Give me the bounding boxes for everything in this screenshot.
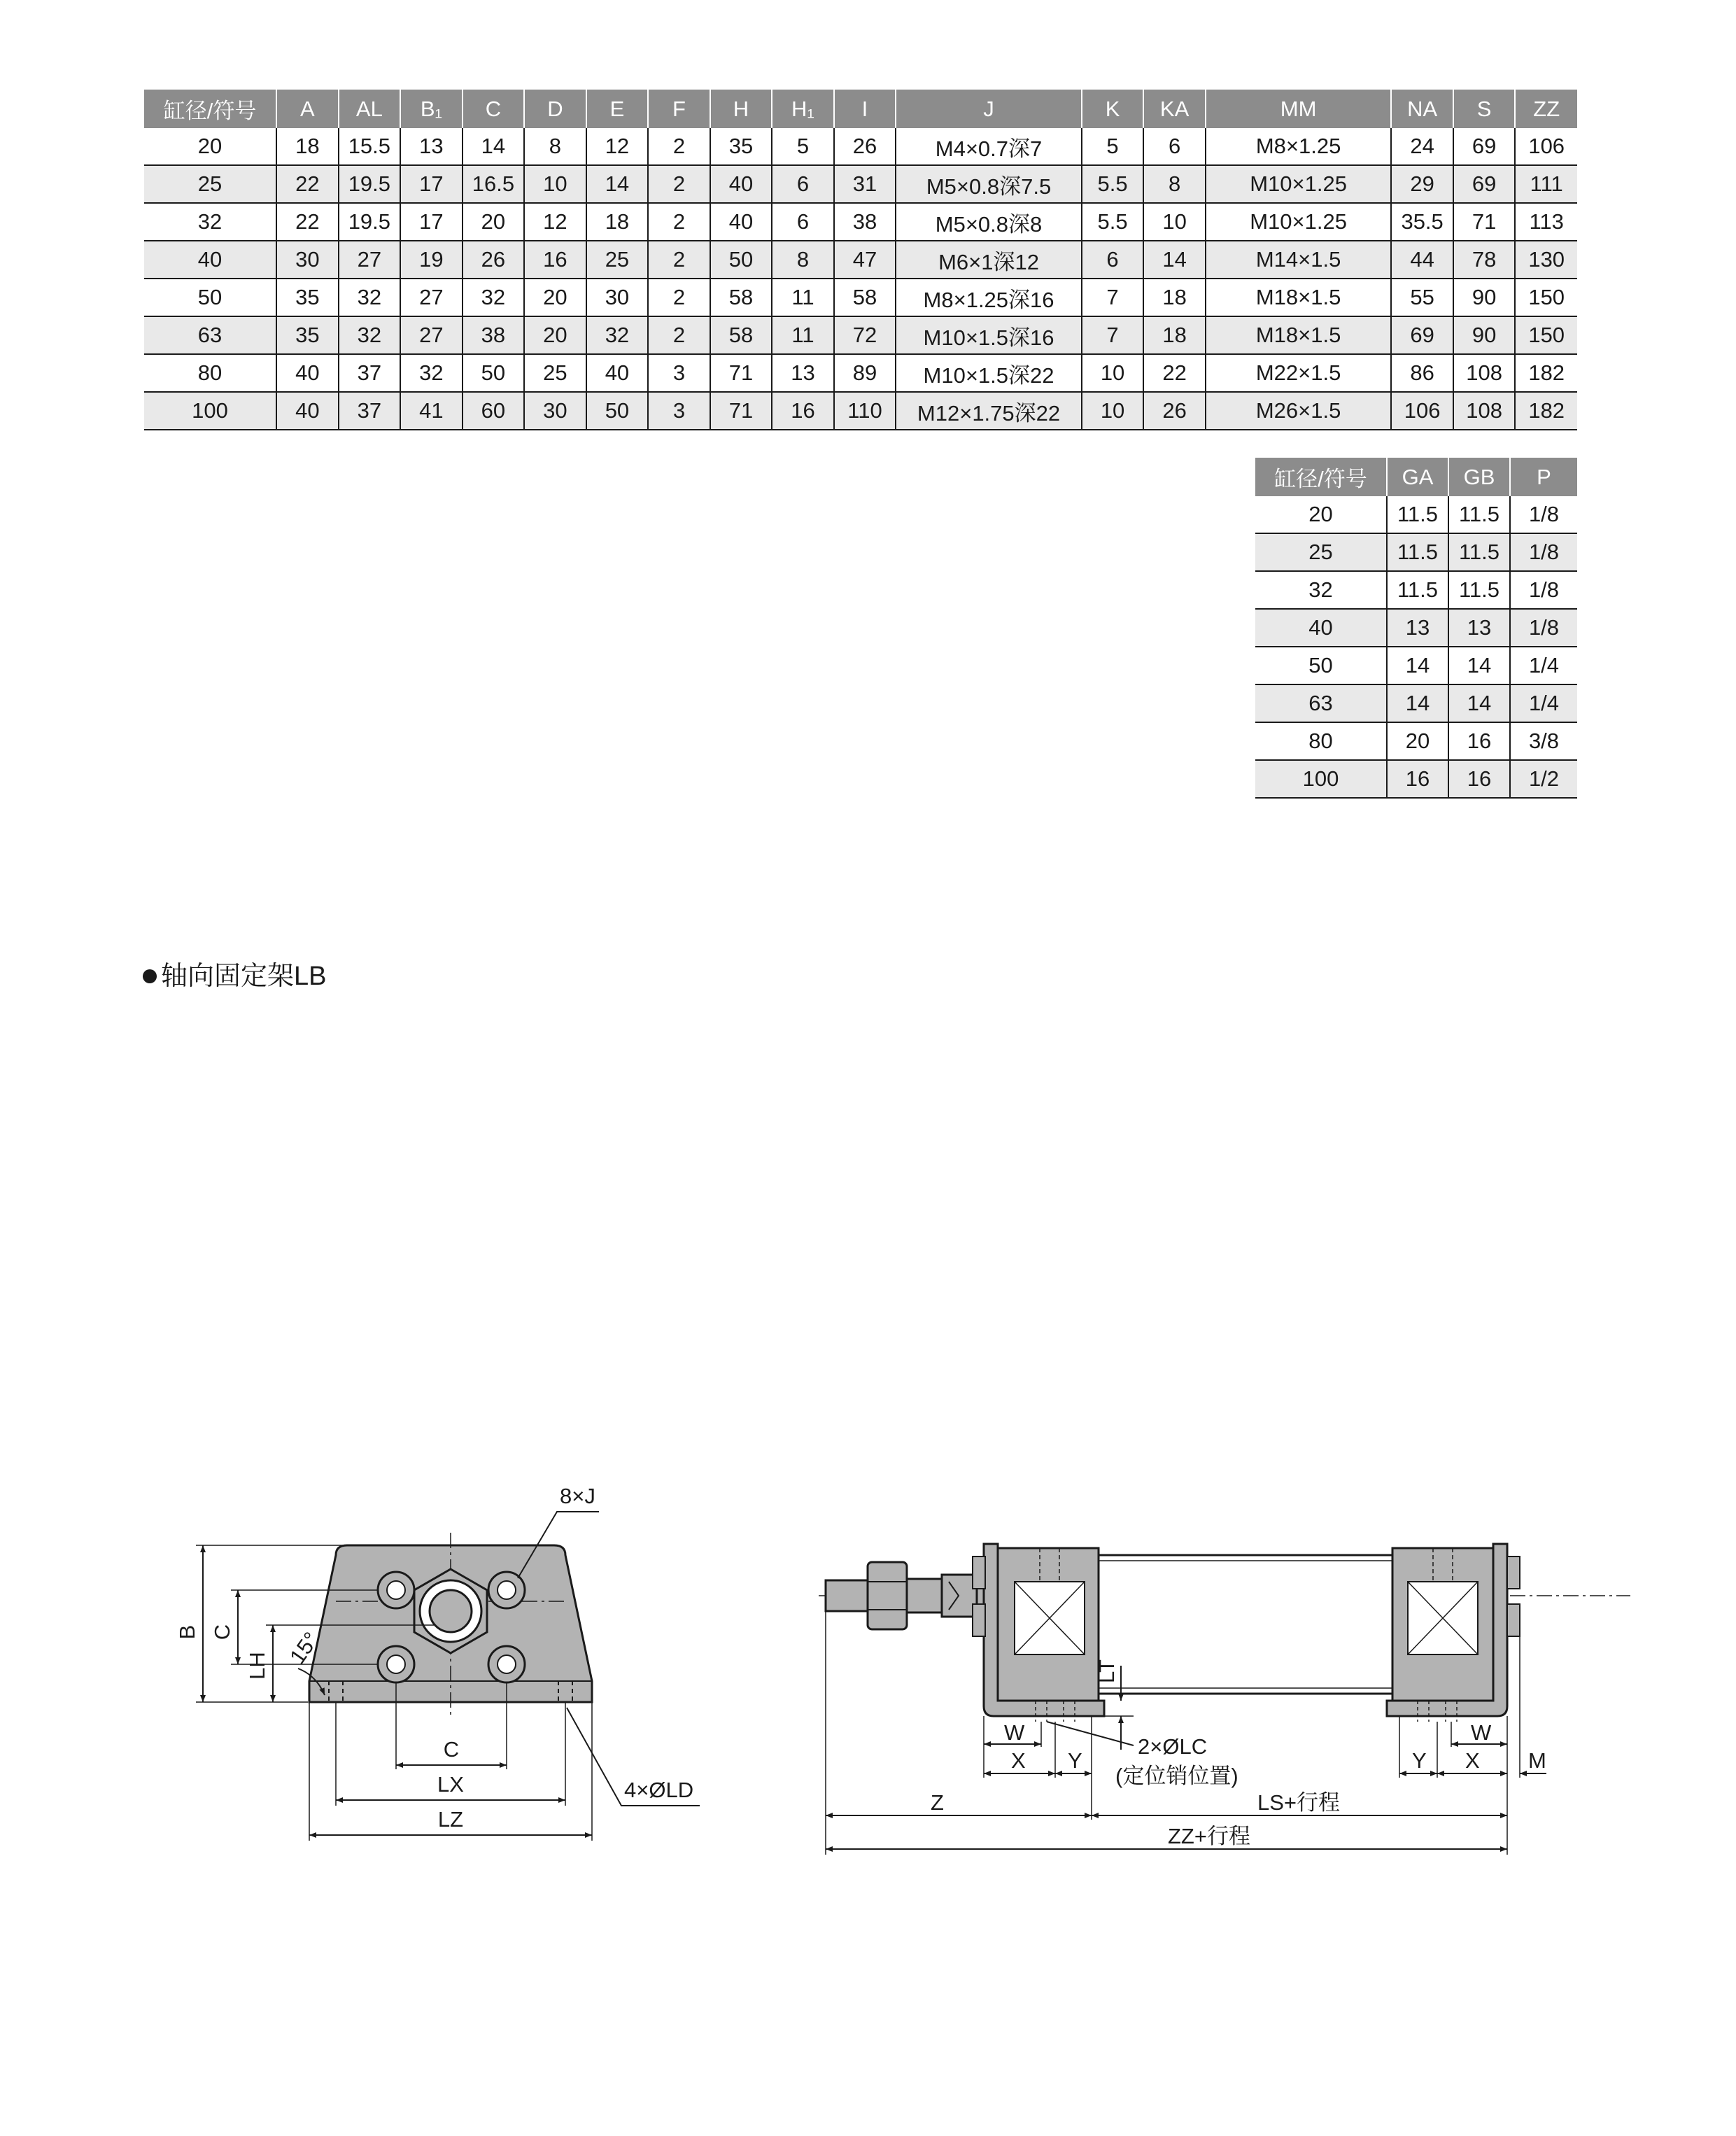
column-header: NA	[1391, 90, 1453, 128]
label-Y-right: Y	[1412, 1748, 1427, 1773]
table-cell: 108	[1453, 354, 1516, 392]
port-thread-table-body	[1255, 496, 1577, 798]
table-cell: 16.5	[463, 165, 525, 203]
table-cell: M6×1深12	[896, 241, 1082, 279]
table-cell: 6	[1082, 241, 1144, 279]
column-header: GB	[1448, 458, 1510, 496]
table-cell: M14×1.5	[1206, 241, 1392, 279]
dimension-table-body	[144, 128, 1577, 430]
table-cell: 58	[834, 279, 896, 316]
column-header: F	[648, 90, 710, 128]
table-cell: 71	[710, 354, 772, 392]
table-cell: 25	[144, 165, 276, 203]
column-header: KA	[1143, 90, 1206, 128]
label-angle: 15°	[285, 1627, 324, 1669]
table-cell: 6	[772, 203, 834, 241]
table-cell: 100	[144, 392, 276, 430]
table-cell: 182	[1515, 392, 1577, 430]
table-cell: 113	[1515, 203, 1577, 241]
label-pin-note: (定位销位置)	[1115, 1764, 1239, 1788]
table-cell: 12	[524, 203, 586, 241]
table-cell: M5×0.8深8	[896, 203, 1082, 241]
label-X-left: X	[1011, 1748, 1026, 1773]
label-Z: Z	[931, 1790, 944, 1815]
column-header: A	[276, 90, 339, 128]
table-cell: 10	[1143, 203, 1206, 241]
table-cell: 15.5	[339, 128, 401, 165]
table-cell: 11	[772, 279, 834, 316]
bullet-icon	[143, 969, 157, 983]
table-cell: M18×1.5	[1206, 279, 1392, 316]
table-cell: 18	[586, 203, 649, 241]
table-cell: 37	[339, 354, 401, 392]
table-cell: 18	[1143, 316, 1206, 354]
table-cell: 20	[524, 279, 586, 316]
table-cell: M8×1.25	[1206, 128, 1392, 165]
table-cell: 16	[1448, 722, 1510, 760]
table-cell: 3	[648, 392, 710, 430]
table-cell: 20	[1255, 496, 1387, 533]
table-cell: 32	[586, 316, 649, 354]
table-cell: 2	[648, 165, 710, 203]
table-row	[1255, 684, 1577, 722]
table-cell: 130	[1515, 241, 1577, 279]
table-cell: 13	[1448, 609, 1510, 647]
table-cell: 2	[648, 279, 710, 316]
table-cell: 18	[276, 128, 339, 165]
label-W-left: W	[1004, 1720, 1025, 1745]
column-header: ZZ	[1515, 90, 1577, 128]
dimension-table	[144, 90, 1577, 430]
table-row	[1255, 609, 1577, 647]
table-cell: 50	[463, 354, 525, 392]
table-cell: 11.5	[1448, 533, 1510, 571]
label-LS: LS+行程	[1257, 1790, 1341, 1815]
label-ZZ: ZZ+行程	[1168, 1824, 1250, 1848]
table-cell: 1/2	[1510, 760, 1577, 798]
table-cell: 12	[586, 128, 649, 165]
table-cell: 11.5	[1448, 571, 1510, 609]
table-cell: 11.5	[1448, 496, 1510, 533]
table-cell: 37	[339, 392, 401, 430]
column-header: AL	[339, 90, 401, 128]
table-cell: 69	[1453, 128, 1516, 165]
table-cell: 16	[1387, 760, 1448, 798]
dimension-table-header	[144, 90, 1577, 128]
label-LT: LT	[1094, 1659, 1119, 1683]
table-cell: 10	[524, 165, 586, 203]
port-thread-table-header	[1255, 458, 1577, 496]
column-header: B₁	[400, 90, 463, 128]
table-cell: 6	[1143, 128, 1206, 165]
column-header: H₁	[772, 90, 834, 128]
table-cell: 40	[144, 241, 276, 279]
table-cell: 1/4	[1510, 684, 1577, 722]
table-cell: M26×1.5	[1206, 392, 1392, 430]
table-cell: 19.5	[339, 165, 401, 203]
table-cell: 1/8	[1510, 496, 1577, 533]
table-cell: 13	[400, 128, 463, 165]
table-cell: 6	[772, 165, 834, 203]
table-cell: 38	[834, 203, 896, 241]
label-B: B	[175, 1624, 199, 1640]
section-title	[143, 954, 326, 992]
front-view-drawing	[168, 1435, 694, 1876]
table-cell: 5.5	[1082, 203, 1144, 241]
table-cell: 20	[1387, 722, 1448, 760]
table-cell: 35	[276, 316, 339, 354]
table-cell: 22	[276, 203, 339, 241]
table-cell: 182	[1515, 354, 1577, 392]
table-cell: 32	[339, 316, 401, 354]
table-cell: 2	[648, 316, 710, 354]
table-cell: 17	[400, 165, 463, 203]
table-cell: 1/8	[1510, 533, 1577, 571]
table-cell: 11	[772, 316, 834, 354]
table-cell: 16	[1448, 760, 1510, 798]
table-cell: M10×1.5深22	[896, 354, 1082, 392]
table-cell: 14	[1448, 684, 1510, 722]
table-cell: M10×1.25	[1206, 165, 1392, 203]
table-cell: 19	[400, 241, 463, 279]
table-cell: 8	[772, 241, 834, 279]
column-header: 缸径/符号	[1255, 458, 1387, 496]
table-cell: 16	[772, 392, 834, 430]
header-row	[1255, 458, 1577, 496]
column-header: MM	[1206, 90, 1392, 128]
table-row	[1255, 496, 1577, 533]
table-row	[144, 128, 1577, 165]
table-cell: 58	[710, 316, 772, 354]
table-cell: 7	[1082, 316, 1144, 354]
table-cell: M12×1.75深22	[896, 392, 1082, 430]
table-cell: 10	[1082, 392, 1144, 430]
section-title-text: 轴向固定架LB	[161, 962, 327, 991]
side-view-drawing	[805, 1484, 1658, 1876]
table-cell: 30	[586, 279, 649, 316]
table-cell: 27	[400, 279, 463, 316]
table-cell: 10	[1082, 354, 1144, 392]
table-cell: 3/8	[1510, 722, 1577, 760]
table-cell: 24	[1391, 128, 1453, 165]
column-header: S	[1453, 90, 1516, 128]
table-cell: M18×1.5	[1206, 316, 1392, 354]
table-cell: 14	[1387, 647, 1448, 684]
table-cell: 100	[1255, 760, 1387, 798]
rod-end-nut	[868, 1562, 907, 1629]
table-cell: 50	[144, 279, 276, 316]
table-cell: 32	[400, 354, 463, 392]
table-cell: 63	[1255, 684, 1387, 722]
table-cell: 2	[648, 203, 710, 241]
table-cell: 40	[1255, 609, 1387, 647]
table-cell: 32	[1255, 571, 1387, 609]
table-row	[144, 279, 1577, 316]
table-row	[1255, 722, 1577, 760]
table-cell: 89	[834, 354, 896, 392]
table-cell: 19.5	[339, 203, 401, 241]
table-cell: 58	[710, 279, 772, 316]
table-cell: 35	[710, 128, 772, 165]
table-cell: 2	[648, 241, 710, 279]
column-header: D	[524, 90, 586, 128]
label-C: C	[443, 1737, 460, 1762]
table-row	[1255, 533, 1577, 571]
table-cell: 40	[276, 392, 339, 430]
table-cell: 1/4	[1510, 647, 1577, 684]
table-cell: 71	[1453, 203, 1516, 241]
table-cell: 5	[772, 128, 834, 165]
table-cell: 32	[144, 203, 276, 241]
table-cell: 69	[1453, 165, 1516, 203]
table-cell: 14	[586, 165, 649, 203]
label-W-right: W	[1471, 1720, 1492, 1745]
table-cell: 25	[524, 354, 586, 392]
table-cell: 30	[524, 392, 586, 430]
table-cell: 20	[463, 203, 525, 241]
table-cell: 50	[1255, 647, 1387, 684]
table-cell: 2	[648, 128, 710, 165]
table-cell: 90	[1453, 316, 1516, 354]
table-cell: 41	[400, 392, 463, 430]
table-cell: 63	[144, 316, 276, 354]
table-cell: 14	[1448, 647, 1510, 684]
table-cell: 16	[524, 241, 586, 279]
table-cell: 108	[1453, 392, 1516, 430]
column-header: 缸径/符号	[144, 90, 276, 128]
table-cell: 60	[463, 392, 525, 430]
table-cell: 31	[834, 165, 896, 203]
table-cell: 27	[400, 316, 463, 354]
table-cell: 86	[1391, 354, 1453, 392]
column-header: I	[834, 90, 896, 128]
table-cell: 26	[1143, 392, 1206, 430]
table-cell: 30	[276, 241, 339, 279]
table-cell: 38	[463, 316, 525, 354]
table-cell: 8	[524, 128, 586, 165]
table-cell: 29	[1391, 165, 1453, 203]
table-cell: 40	[276, 354, 339, 392]
table-row	[1255, 760, 1577, 798]
table-cell: 44	[1391, 241, 1453, 279]
table-cell: 40	[710, 165, 772, 203]
table-row	[1255, 647, 1577, 684]
label-C-vertical: C	[210, 1624, 234, 1640]
label-4xLD: 4×ØLD	[624, 1778, 694, 1802]
table-cell: M10×1.5深16	[896, 316, 1082, 354]
table-cell: 22	[276, 165, 339, 203]
table-cell: 69	[1391, 316, 1453, 354]
table-cell: 150	[1515, 279, 1577, 316]
table-cell: 110	[834, 392, 896, 430]
table-cell: 25	[586, 241, 649, 279]
table-cell: 5	[1082, 128, 1144, 165]
port-thread-table	[1255, 458, 1577, 799]
column-header: H	[710, 90, 772, 128]
table-cell: 80	[1255, 722, 1387, 760]
table-cell: 50	[586, 392, 649, 430]
column-header: E	[586, 90, 649, 128]
label-X-right: X	[1465, 1748, 1480, 1773]
table-cell: 7	[1082, 279, 1144, 316]
label-8xJ: 8×J	[560, 1484, 595, 1508]
table-cell: 78	[1453, 241, 1516, 279]
table-cell: M22×1.5	[1206, 354, 1392, 392]
table-row	[1255, 571, 1577, 609]
table-row	[144, 241, 1577, 279]
table-cell: 8	[1143, 165, 1206, 203]
table-cell: 11.5	[1387, 496, 1448, 533]
table-cell: 11.5	[1387, 571, 1448, 609]
table-cell: 106	[1515, 128, 1577, 165]
table-cell: M10×1.25	[1206, 203, 1392, 241]
table-row	[144, 316, 1577, 354]
table-cell: 47	[834, 241, 896, 279]
label-LH: LH	[245, 1652, 269, 1680]
table-cell: 111	[1515, 165, 1577, 203]
table-row	[144, 203, 1577, 241]
table-row	[144, 354, 1577, 392]
table-cell: 1/8	[1510, 571, 1577, 609]
table-cell: 22	[1143, 354, 1206, 392]
column-header: K	[1082, 90, 1144, 128]
label-M: M	[1528, 1748, 1546, 1773]
table-cell: 13	[772, 354, 834, 392]
column-header: C	[463, 90, 525, 128]
table-cell: 1/8	[1510, 609, 1577, 647]
table-cell: 72	[834, 316, 896, 354]
table-cell: 18	[1143, 279, 1206, 316]
table-cell: 11.5	[1387, 533, 1448, 571]
table-cell: 20	[144, 128, 276, 165]
table-cell: 35	[276, 279, 339, 316]
table-cell: 13	[1387, 609, 1448, 647]
table-cell: 90	[1453, 279, 1516, 316]
table-cell: 32	[463, 279, 525, 316]
table-cell: 27	[339, 241, 401, 279]
table-cell: 150	[1515, 316, 1577, 354]
table-cell: 14	[1387, 684, 1448, 722]
table-cell: 40	[586, 354, 649, 392]
table-cell: 20	[524, 316, 586, 354]
header-row	[144, 90, 1577, 128]
table-cell: 26	[463, 241, 525, 279]
label-LX: LX	[437, 1772, 464, 1797]
table-cell: 25	[1255, 533, 1387, 571]
column-header: J	[896, 90, 1082, 128]
label-2xLC: 2×ØLC	[1138, 1734, 1208, 1759]
table-row	[144, 392, 1577, 430]
column-header: P	[1510, 458, 1577, 496]
table-cell: 17	[400, 203, 463, 241]
table-cell: 14	[1143, 241, 1206, 279]
table-cell: M8×1.25深16	[896, 279, 1082, 316]
label-LZ: LZ	[437, 1807, 464, 1832]
table-cell: 26	[834, 128, 896, 165]
cylinder-barrel	[1099, 1555, 1392, 1694]
label-Y-left: Y	[1068, 1748, 1082, 1773]
table-cell: 5.5	[1082, 165, 1144, 203]
table-cell: 71	[710, 392, 772, 430]
table-row	[144, 165, 1577, 203]
table-cell: 106	[1391, 392, 1453, 430]
table-cell: M5×0.8深7.5	[896, 165, 1082, 203]
table-cell: 14	[463, 128, 525, 165]
table-cell: 50	[710, 241, 772, 279]
table-cell: 32	[339, 279, 401, 316]
table-cell: 40	[710, 203, 772, 241]
table-cell: 55	[1391, 279, 1453, 316]
table-cell: 3	[648, 354, 710, 392]
column-header: GA	[1387, 458, 1448, 496]
table-cell: 35.5	[1391, 203, 1453, 241]
table-cell: M4×0.7深7	[896, 128, 1082, 165]
table-cell: 80	[144, 354, 276, 392]
